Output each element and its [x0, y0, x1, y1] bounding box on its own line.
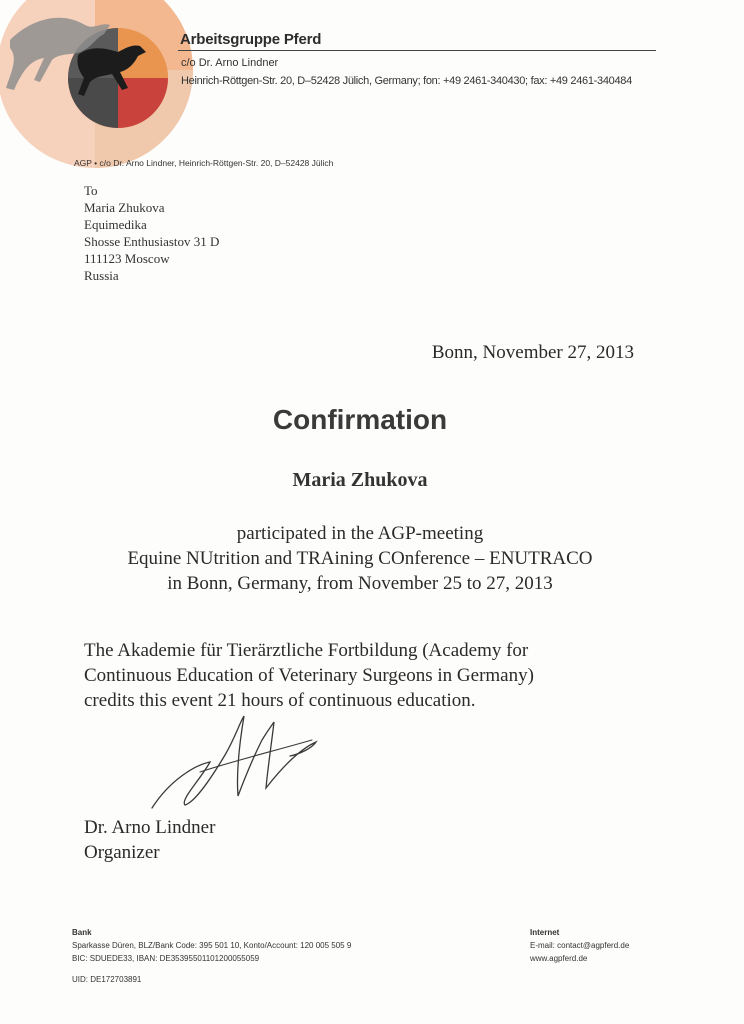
org-name: Arbeitsgruppe Pferd — [180, 31, 322, 48]
agp-logo — [0, 0, 200, 180]
sender-line: AGP • c/o Dr. Arno Lindner, Heinrich-Röttgen-Str. 20, D–52428 Jülich — [74, 158, 334, 168]
recipient-line: Maria Zhukova — [84, 200, 165, 215]
recipient-line: 111123 Moscow — [84, 251, 170, 266]
bank-line: BIC: SDUEDE33, IBAN: DE35395501101200055059 — [72, 954, 260, 963]
recipient-line: Shosse Enthusiastov 31 D — [84, 234, 220, 249]
document-title: Confirmation — [272, 404, 448, 435]
recipient-line: Equimedika — [84, 217, 147, 232]
uid-line: UID: DE172703891 — [72, 975, 142, 984]
letter-date: Bonn, November 27, 2013 — [431, 342, 634, 363]
signature-drawing — [140, 710, 340, 820]
credits-line: The Akademie für Tierärztliche Fortbildung (Academy for — [84, 640, 529, 661]
participation-text — [0, 521, 720, 596]
bank-line: Sparkasse Düren, BLZ/Bank Code: 395 501 10, Konto/Account: 120 005 505 9 — [72, 941, 352, 950]
footer-bank — [72, 926, 351, 986]
participation-line: Equine NUtrition and TRAining COnference – ENUTRACO — [127, 548, 593, 569]
credits-line: credits this event 21 hours of continuous education. — [84, 690, 476, 711]
credits-text — [84, 638, 534, 713]
header-rule — [178, 50, 656, 51]
recipient-line: To — [84, 183, 98, 198]
co-line: c/o Dr. Arno Lindner — [181, 57, 279, 69]
signer-name: Dr. Arno Lindner — [84, 817, 216, 838]
credits-line: Continuous Education of Veterinary Surgeons in Germany) — [84, 665, 534, 686]
recipient-block — [84, 182, 219, 284]
participation-line: participated in the AGP-meeting — [236, 523, 484, 544]
footer-internet — [530, 926, 629, 965]
email-link[interactable]: E-mail: contact@agpferd.de — [530, 941, 630, 950]
address-line: Heinrich-Röttgen-Str. 20, D–52428 Jülich, Germany; fon: +49 2461-340430; fax: +49 2461-340484 — [181, 75, 632, 87]
internet-label: Internet — [530, 928, 560, 937]
recipient-line: Russia — [84, 268, 119, 283]
website-link[interactable]: www.agpferd.de — [530, 954, 588, 963]
bank-label: Bank — [72, 928, 92, 937]
signer-block — [84, 815, 215, 865]
participation-line: in Bonn, Germany, from November 25 to 27, 2013 — [167, 573, 553, 594]
signer-role: Organizer — [84, 842, 160, 863]
participant-name: Maria Zhukova — [292, 469, 428, 491]
